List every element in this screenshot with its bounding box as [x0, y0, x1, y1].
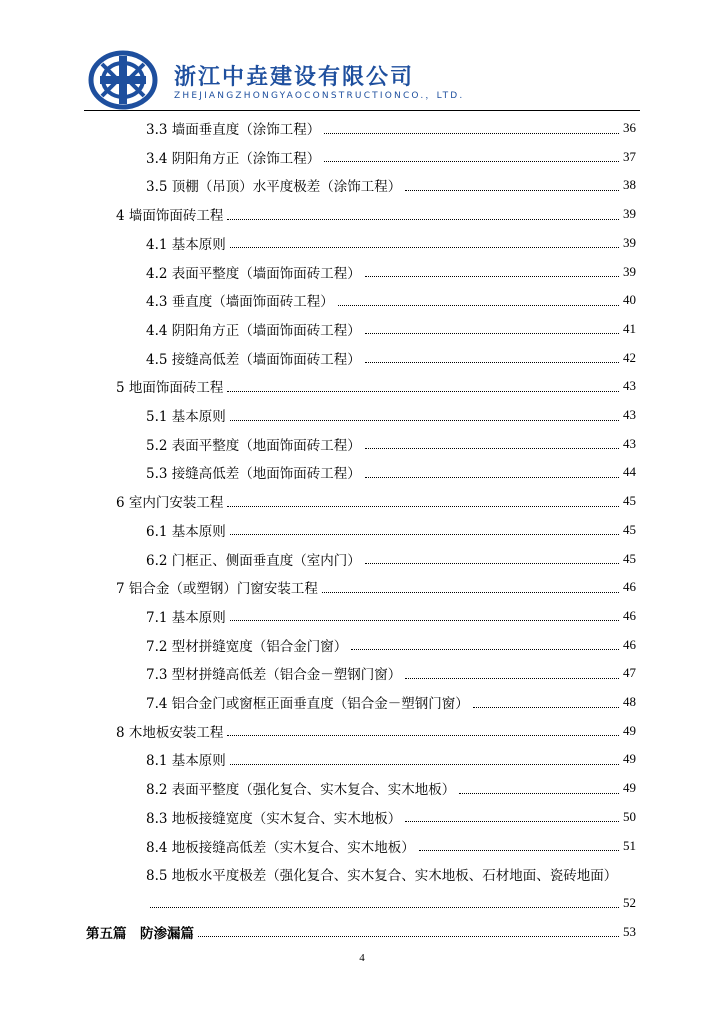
toc-entry[interactable]	[116, 372, 636, 400]
toc-entry-page: 41	[623, 320, 636, 336]
toc-entry-title: 5.3 接缝高低差（地面饰面砖工程）	[146, 466, 361, 483]
toc-entry-page: 45	[623, 550, 636, 566]
toc-entry-page: 40	[623, 292, 636, 308]
toc-entry-title: 6.2 门框正、侧面垂直度（室内门）	[146, 552, 361, 569]
toc-entry-page: 38	[623, 177, 636, 193]
toc-entry-page: 45	[623, 521, 636, 537]
toc-entry-page: 42	[623, 349, 636, 365]
toc-leader-dots	[198, 936, 619, 937]
toc-entry-title: 4.4 阴阳角方正（墙面饰面砖工程）	[146, 322, 361, 339]
page-header	[84, 40, 644, 112]
toc-entry-title: 7.4 铝合金门或窗框正面垂直度（铝合金－塑钢门窗）	[146, 696, 469, 712]
toc-leader-dots	[230, 420, 619, 421]
toc-entry[interactable]	[146, 430, 636, 458]
toc-leader-dots	[227, 391, 619, 392]
toc-entry-page: 53	[623, 923, 636, 939]
toc-entry-page: 51	[623, 837, 636, 853]
toc-leader-dots	[405, 821, 619, 822]
toc-entry-title: 8.5 地板水平度极差（强化复合、实木复合、实木地板、石材地面、瓷砖地面）	[146, 868, 618, 885]
toc-entry-title: 第五篇 防渗漏篇	[86, 925, 194, 942]
toc-entry[interactable]	[146, 229, 636, 257]
toc-leader-dots	[324, 161, 619, 162]
toc-entry[interactable]	[146, 659, 636, 687]
toc-entry[interactable]	[146, 114, 636, 142]
toc-leader-dots	[365, 563, 619, 564]
toc-leader-dots	[365, 448, 619, 449]
toc-entry[interactable]	[146, 545, 636, 573]
toc-leader-dots	[419, 850, 619, 851]
toc-entry[interactable]	[146, 602, 636, 630]
toc-entry[interactable]	[146, 745, 636, 773]
toc-leader-dots	[473, 707, 619, 708]
toc-entry-title: 5.1 基本原则	[146, 409, 226, 425]
toc-leader-dots	[365, 477, 619, 478]
company-name: 浙江中垚建设有限公司	[174, 65, 415, 90]
toc-leader-dots	[459, 793, 619, 794]
toc-leader-dots	[227, 506, 619, 507]
toc-entry-title: 3.5 顶棚（吊顶）水平度极差（涂饰工程）	[146, 179, 402, 196]
toc-leader-dots	[365, 362, 619, 363]
toc-entry-page: 39	[623, 206, 636, 222]
toc-entry-page: 44	[623, 464, 636, 480]
toc-entry[interactable]	[116, 200, 636, 228]
page-number: 4	[359, 952, 365, 964]
toc-entry-title: 6 室内门安装工程	[116, 495, 224, 512]
toc-entry[interactable]	[146, 458, 636, 486]
toc-entry-title: 4.1 基本原则	[146, 236, 226, 253]
toc-entry-page: 46	[623, 607, 636, 623]
toc-entry-page: 49	[623, 722, 636, 738]
toc-entry[interactable]	[146, 774, 636, 802]
toc-leader-dots	[230, 534, 619, 535]
toc-entry-page: 39	[623, 263, 636, 279]
toc-entry-title: 3.4 阴阳角方正（涂饰工程）	[146, 150, 321, 167]
header-divider	[84, 110, 640, 111]
toc-entry-page: 49	[623, 751, 636, 767]
toc-entry-page: 43	[623, 378, 636, 394]
toc-leader-dots	[227, 735, 619, 736]
toc-entry[interactable]	[146, 315, 636, 343]
toc-entry-title: 7.1 基本原则	[146, 609, 226, 626]
company-name-english: ZHEJIANGZHONGYAOCONSTRUCTIONCO.，LTD.	[174, 91, 465, 101]
toc-entry-title: 8.2 表面平整度（强化复合、实木复合、实木地板）	[146, 782, 456, 799]
company-logo-icon	[88, 50, 158, 110]
toc-entry-page: 45	[623, 493, 636, 509]
toc-entry-title: 7.3 型材拼缝高低差（铝合金－塑钢门窗）	[146, 667, 402, 684]
toc-entry[interactable]	[116, 573, 636, 601]
toc-entry-wrapped[interactable]	[146, 860, 617, 888]
toc-entry[interactable]	[146, 832, 636, 860]
toc-entry-page: 46	[623, 579, 636, 595]
toc-entry-page: 50	[623, 808, 636, 824]
toc-leader-dots	[405, 678, 619, 679]
toc-entry-title: 4.5 接缝高低差（墙面饰面砖工程）	[146, 351, 361, 368]
toc-entry[interactable]	[146, 344, 636, 372]
toc-entry-title: 6.1 基本原则	[146, 523, 226, 540]
toc-entry-page: 36	[623, 120, 636, 135]
toc-leader-dots	[230, 764, 619, 765]
toc-entry-page: 43	[623, 407, 636, 422]
toc-entry-page: 46	[623, 636, 636, 652]
toc-leader-dots	[230, 620, 619, 621]
toc-entry-title: 8.4 地板接缝高低差（实木复合、实木地板）	[146, 839, 415, 856]
toc-leader-dots	[351, 649, 619, 650]
toc-entry-page: 37	[623, 148, 636, 164]
toc-leader-dots	[230, 247, 619, 248]
toc-leader-dots	[405, 190, 619, 191]
toc-entry-page: 43	[623, 435, 636, 451]
toc-leader-dots	[365, 276, 619, 277]
toc-entry[interactable]	[146, 401, 636, 429]
toc-leader-dots	[324, 133, 619, 134]
toc-entry-title: 5 地面饰面砖工程	[116, 380, 224, 397]
toc-entry[interactable]	[146, 516, 636, 544]
toc-entry[interactable]	[146, 286, 636, 314]
toc-entry-page: 47	[623, 665, 636, 681]
toc-entry-wrapped-continuation[interactable]	[146, 889, 636, 917]
toc-entry-title: 8.3 地板接缝宽度（实木复合、实木地板）	[146, 810, 402, 827]
toc-entry[interactable]	[116, 717, 636, 745]
toc-entry-title: 4 墙面饰面砖工程	[116, 208, 224, 225]
toc-entry-page: 52	[623, 894, 636, 910]
toc-entry-page: 48	[623, 694, 636, 709]
toc-leader-dots	[227, 219, 619, 220]
toc-leader-dots	[150, 907, 619, 908]
toc-entry[interactable]	[146, 171, 636, 199]
toc-entry-title: 4.3 垂直度（墙面饰面砖工程）	[146, 294, 334, 311]
toc-entry[interactable]	[146, 143, 636, 171]
toc-leader-dots	[365, 333, 619, 334]
toc-entry[interactable]	[146, 258, 636, 286]
toc-entry-title: 3.3 墙面垂直度（涂饰工程）	[146, 122, 321, 138]
toc-leader-dots	[338, 305, 619, 306]
toc-entry-title: 8 木地板安装工程	[116, 724, 224, 741]
toc-entry[interactable]	[146, 803, 636, 831]
toc-entry[interactable]	[146, 631, 636, 659]
toc-entry-part[interactable]	[86, 918, 636, 946]
toc-entry-title: 8.1 基本原则	[146, 753, 226, 770]
toc-entry-title: 7.2 型材拼缝宽度（铝合金门窗）	[146, 638, 348, 655]
toc-entry[interactable]	[116, 487, 636, 515]
toc-entry-title: 7 铝合金（或塑钢）门窗安装工程	[116, 581, 318, 598]
toc-entry-title: 5.2 表面平整度（地面饰面砖工程）	[146, 437, 361, 454]
toc-entry-title: 4.2 表面平整度（墙面饰面砖工程）	[146, 265, 361, 282]
toc-entry-page: 49	[623, 780, 636, 796]
toc-entry-page: 39	[623, 234, 636, 250]
toc-leader-dots	[322, 592, 619, 593]
toc-entry[interactable]	[146, 688, 636, 716]
